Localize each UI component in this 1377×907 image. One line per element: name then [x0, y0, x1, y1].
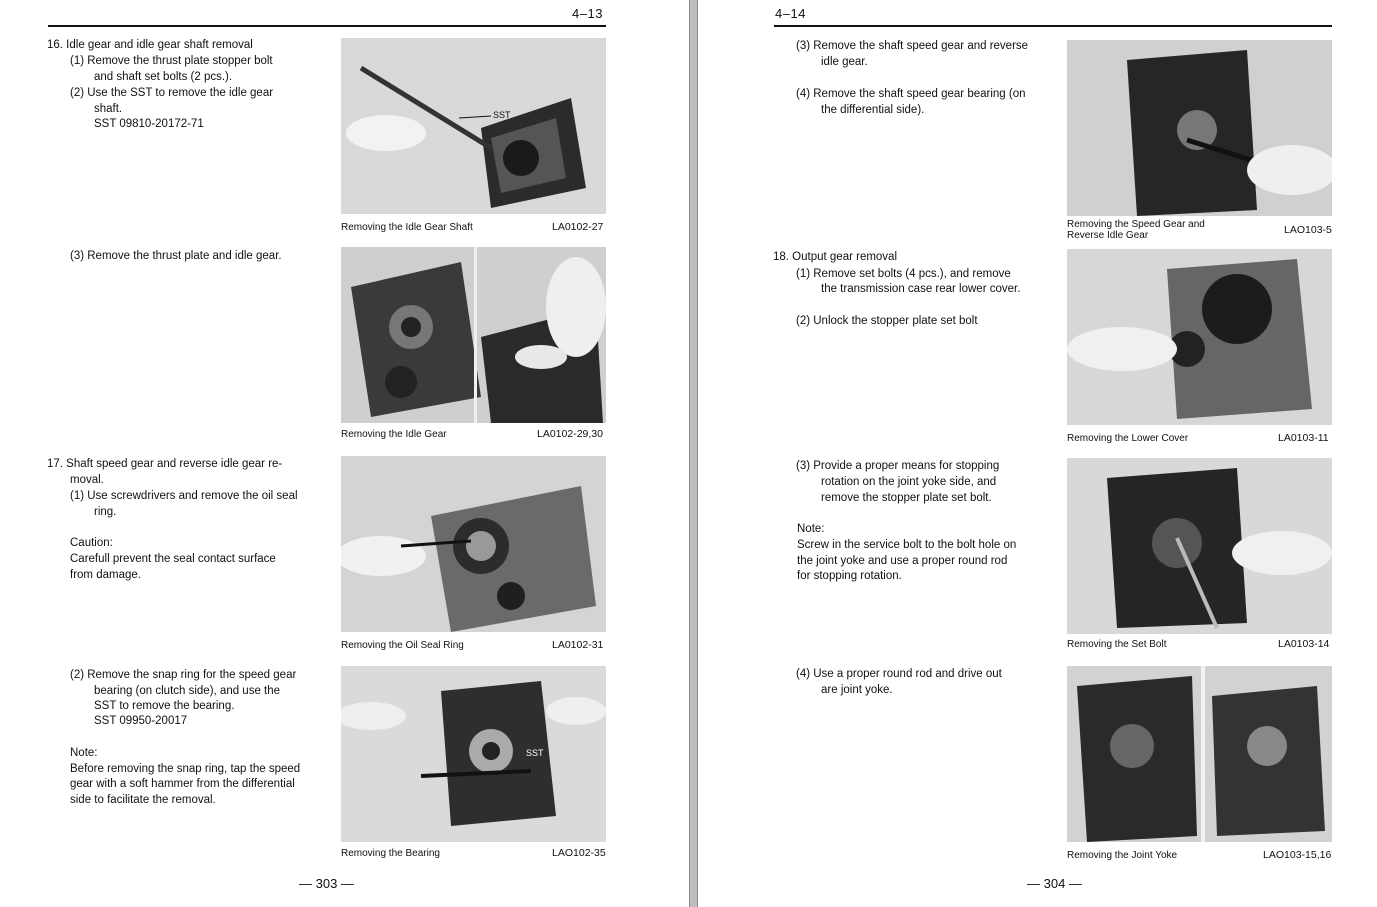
step-18-4: (4) Use a proper round rod and drive out — [796, 668, 1002, 680]
step-18-1: (1) Remove set bolts (4 pcs.), and remove — [796, 268, 1011, 280]
figure-code: LA0102-29,30 — [537, 428, 603, 440]
caption-bearing: Removing the Bearing — [341, 848, 440, 859]
step-16-2-cont: shaft. — [94, 103, 123, 115]
photo-lower-cover — [1067, 249, 1332, 425]
photo-set-bolt — [1067, 458, 1332, 634]
page-number: 4–14 — [775, 6, 806, 21]
caption-oil-seal-ring: Removing the Oil Seal Ring — [341, 640, 464, 651]
photo-bearing — [341, 666, 606, 842]
figure-code: LA0103-14 — [1278, 638, 1330, 650]
caption-speed-gear: Removing the Speed Gear and — [1067, 219, 1205, 230]
section-17-title: 17. Shaft speed gear and reverse idle gear re- — [47, 458, 283, 470]
step-16-3: (3) Remove the thrust plate and idle gear. — [70, 250, 282, 262]
note-label: Note: — [797, 523, 825, 535]
header-rule — [48, 25, 606, 27]
note-line-2: gear with a soft hammer from the differential — [70, 778, 295, 790]
page-footer: — 304 — — [1027, 876, 1082, 891]
step-18-4-cont: are joint yoke. — [821, 684, 893, 696]
sst-label: SST — [493, 110, 511, 120]
caption-lower-cover: Removing the Lower Cover — [1067, 433, 1189, 444]
note-line-2: the joint yoke and use a proper round rod — [797, 555, 1008, 567]
sst-code-16: SST 09810-20172-71 — [94, 118, 204, 130]
photo-joint-yoke — [1067, 666, 1332, 842]
step-18-3-cont-2: remove the stopper plate set bolt. — [821, 492, 992, 504]
step-18-2: (2) Unlock the stopper plate set bolt — [796, 315, 978, 327]
step-17-4-cont: the differential side). — [821, 104, 925, 116]
step-17-1: (1) Use screwdrivers and remove the oil seal — [70, 490, 298, 502]
section-18-title: 18. Output gear removal — [773, 251, 898, 263]
photo-speed-gear — [1067, 40, 1332, 216]
sst-code-17: SST 09950-20017 — [94, 715, 188, 727]
section-17-title-cont: moval. — [70, 474, 104, 486]
step-16-1-cont: and shaft set bolts (2 pcs.). — [94, 71, 233, 83]
step-17-3: (3) Remove the shaft speed gear and reverse — [796, 40, 1029, 52]
caption-idle-gear: Removing the Idle Gear — [341, 429, 447, 440]
caution-line-1: Carefull prevent the seal contact surface — [70, 553, 276, 565]
step-17-3-cont: idle gear. — [821, 56, 868, 68]
note-line-1: Before removing the snap ring, tap the speed — [70, 763, 301, 775]
note-line-3: for stopping rotation. — [797, 570, 902, 582]
page-footer: — 303 — — [299, 876, 354, 891]
caution-line-2: from damage. — [70, 569, 141, 581]
caption-speed-gear-cont: Reverse Idle Gear — [1067, 230, 1149, 241]
header-rule — [774, 25, 1332, 27]
section-16-title: 16. Idle gear and idle gear shaft removal — [47, 39, 253, 51]
note-line-3: side to facilitate the removal. — [70, 794, 216, 806]
sst-label: SST — [526, 748, 544, 758]
figure-code: LA0102-27 — [552, 221, 604, 233]
figure-code: LAO103-5 — [1284, 224, 1332, 236]
note-line-1: Screw in the service bolt to the bolt hole on — [797, 539, 1017, 551]
step-17-4: (4) Remove the shaft speed gear bearing (on — [796, 88, 1026, 100]
right-page — [698, 0, 1377, 907]
step-16-2: (2) Use the SST to remove the idle gear — [70, 87, 274, 99]
caution-label: Caution: — [70, 537, 113, 549]
page-gutter — [689, 0, 698, 907]
photo-oil-seal-ring — [341, 456, 606, 632]
caption-set-bolt: Removing the Set Bolt — [1067, 639, 1167, 650]
step-18-1-cont: the transmission case rear lower cover. — [821, 283, 1021, 295]
page-number: 4–13 — [572, 6, 603, 21]
step-17-2: (2) Remove the snap ring for the speed gear — [70, 669, 297, 681]
step-17-2-cont-2: SST to remove the bearing. — [94, 700, 235, 712]
caption-idle-gear-shaft: Removing the Idle Gear Shaft — [341, 222, 473, 233]
step-17-1-cont: ring. — [94, 506, 117, 518]
photo-idle-gear-shaft — [341, 38, 606, 214]
note-label: Note: — [70, 747, 98, 759]
step-18-3-cont: rotation on the joint yoke side, and — [821, 476, 997, 488]
step-17-2-cont: bearing (on clutch side), and use the — [94, 685, 281, 697]
step-16-1: (1) Remove the thrust plate stopper bolt — [70, 55, 273, 67]
figure-code: LAO102-35 — [552, 847, 606, 859]
figure-code: LA0103-11 — [1278, 432, 1329, 444]
caption-joint-yoke: Removing the Joint Yoke — [1067, 850, 1178, 861]
figure-code: LAO103-15,16 — [1263, 849, 1332, 861]
figure-code: LA0102-31 — [552, 639, 604, 651]
photo-idle-gear — [341, 247, 606, 423]
step-18-3: (3) Provide a proper means for stopping — [796, 460, 1000, 472]
